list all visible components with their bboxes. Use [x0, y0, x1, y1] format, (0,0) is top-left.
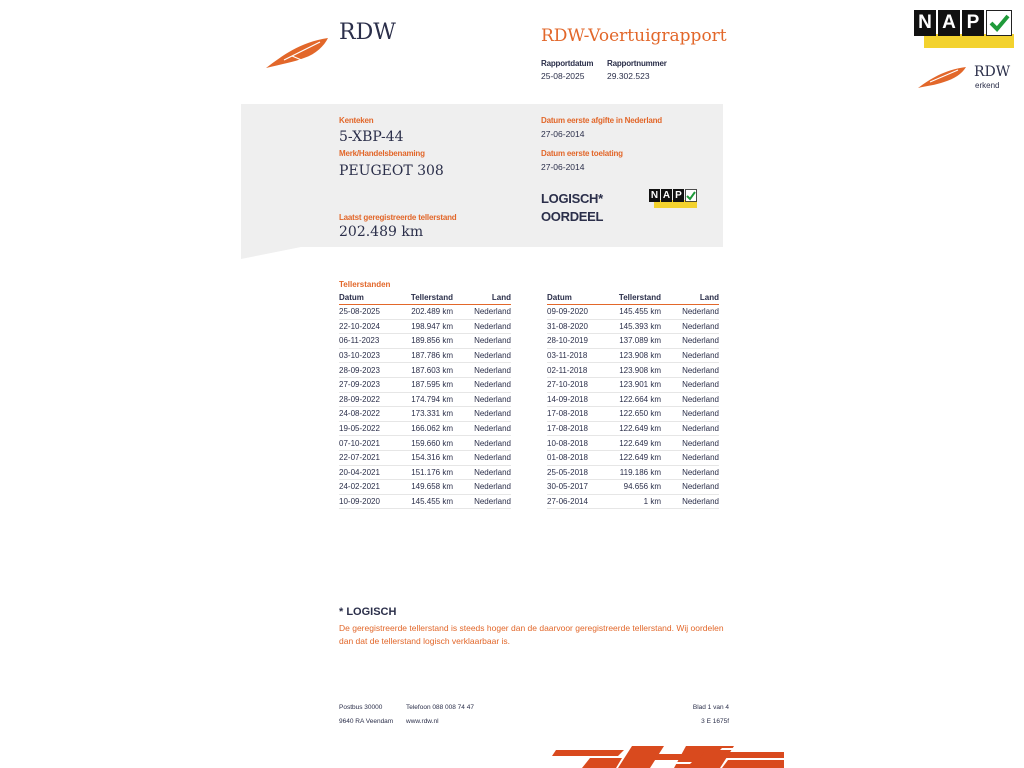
table-row	[339, 348, 511, 363]
cell-country: Nederland	[661, 377, 719, 392]
judgement	[541, 190, 603, 226]
cell-reading: 198.947 km	[403, 319, 453, 334]
table-row	[547, 407, 719, 422]
nap-letter: N	[914, 10, 936, 36]
cell-reading: 122.664 km	[611, 392, 661, 407]
table-row	[339, 407, 511, 422]
cell-reading: 122.649 km	[611, 436, 661, 451]
table-row	[547, 334, 719, 349]
cell-reading: 123.908 km	[611, 348, 661, 363]
col-header-date: Datum	[339, 292, 403, 305]
report-number: 29.302.523	[607, 71, 650, 81]
table-row	[339, 494, 511, 509]
cell-reading: 173.331 km	[403, 407, 453, 422]
cell-date: 17-08-2018	[547, 407, 611, 422]
footer-address1: Postbus 30000	[339, 704, 383, 711]
last-reading-label: Laatst geregistreerde tellerstand	[339, 213, 457, 222]
footnote-text: De geregistreerde tellerstand is steeds hoger dan de daarvoor geregistreerde tellerstand. Wij oordelen dan dat de tellerstand logisch verklaarbaar is.	[339, 623, 724, 646]
table-row	[547, 377, 719, 392]
table-row	[339, 465, 511, 480]
cell-country: Nederland	[453, 305, 511, 320]
table-row	[547, 305, 719, 320]
cell-country: Nederland	[661, 407, 719, 422]
cell-country: Nederland	[453, 334, 511, 349]
footnote-title: * LOGISCH	[339, 606, 397, 618]
cell-date: 19-05-2022	[339, 421, 403, 436]
readings-table-right	[547, 292, 719, 509]
cell-reading: 189.856 km	[403, 334, 453, 349]
cell-reading: 174.794 km	[403, 392, 453, 407]
col-header-country: Land	[661, 292, 719, 305]
cell-date: 03-11-2018	[547, 348, 611, 363]
cell-country: Nederland	[661, 421, 719, 436]
cell-date: 09-09-2020	[547, 305, 611, 320]
rdw-erkend-label: RDW	[974, 64, 1011, 80]
cell-reading: 145.393 km	[611, 319, 661, 334]
cell-date: 30-05-2017	[547, 480, 611, 495]
table-row	[547, 421, 719, 436]
cell-date: 28-09-2022	[339, 392, 403, 407]
first-admission-value: 27-06-2014	[541, 162, 585, 172]
last-reading-value: 202.489 km	[339, 224, 424, 240]
readings-table-left	[339, 292, 511, 509]
cell-country: Nederland	[661, 363, 719, 378]
cell-reading: 149.658 km	[403, 480, 453, 495]
table-row	[339, 319, 511, 334]
cell-date: 22-10-2024	[339, 319, 403, 334]
nap-letter: A	[938, 10, 960, 36]
table-header-row	[547, 292, 719, 305]
judgement-line2: OORDEEL	[541, 209, 604, 224]
col-header-date: Datum	[547, 292, 611, 305]
table-row	[547, 363, 719, 378]
cell-reading: 187.786 km	[403, 348, 453, 363]
cell-country: Nederland	[453, 450, 511, 465]
col-header-reading: Tellerstand	[403, 292, 453, 305]
table-row	[339, 392, 511, 407]
cell-date: 27-06-2014	[547, 494, 611, 509]
cell-date: 22-07-2021	[339, 450, 403, 465]
table-row	[547, 494, 719, 509]
table-row	[547, 436, 719, 451]
table-row	[339, 436, 511, 451]
cell-reading: 122.650 km	[611, 407, 661, 422]
cell-date: 25-08-2025	[339, 305, 403, 320]
cell-reading: 119.186 km	[611, 465, 661, 480]
vehicle-info-panel-tail	[241, 247, 301, 259]
cell-country: Nederland	[453, 319, 511, 334]
footer-page: Blad 1 van 4	[692, 704, 729, 711]
make-label: Merk/Handelsbenaming	[339, 149, 425, 158]
cell-country: Nederland	[453, 480, 511, 495]
report-number-label: Rapportnummer	[607, 59, 667, 68]
cell-reading: 187.595 km	[403, 377, 453, 392]
cell-reading: 94.656 km	[611, 480, 661, 495]
table-row	[339, 334, 511, 349]
report-title: RDW-Voertuigrapport	[541, 26, 727, 46]
cell-date: 14-09-2018	[547, 392, 611, 407]
cell-date: 25-05-2018	[547, 465, 611, 480]
cell-country: Nederland	[661, 334, 719, 349]
rdw-erkend-feather-icon	[916, 64, 968, 90]
nap-small-letter: P	[673, 189, 684, 202]
cell-date: 07-10-2021	[339, 436, 403, 451]
cell-country: Nederland	[453, 377, 511, 392]
first-issue-nl-label: Datum eerste afgifte in Nederland	[541, 116, 662, 125]
nap-small-letter: N	[650, 190, 659, 201]
rdw-feather-logo	[264, 34, 332, 70]
cell-date: 28-09-2023	[339, 363, 403, 378]
cell-country: Nederland	[661, 465, 719, 480]
readings-title: Tellerstanden	[339, 280, 391, 289]
cell-reading: 1 km	[611, 494, 661, 509]
cell-date: 10-08-2018	[547, 436, 611, 451]
table-row	[339, 305, 511, 320]
cell-country: Nederland	[661, 305, 719, 320]
cell-date: 03-10-2023	[339, 348, 403, 363]
cell-date: 24-08-2022	[339, 407, 403, 422]
cell-date: 28-10-2019	[547, 334, 611, 349]
cell-country: Nederland	[453, 392, 511, 407]
report-date: 25-08-2025	[541, 71, 585, 81]
footer-code: 3 E 1675f	[701, 718, 729, 725]
cell-country: Nederland	[453, 436, 511, 451]
cell-reading: 122.649 km	[611, 421, 661, 436]
cell-country: Nederland	[453, 348, 511, 363]
table-row	[547, 450, 719, 465]
cell-country: Nederland	[661, 480, 719, 495]
vehicle-info-panel	[241, 104, 723, 247]
table-row	[339, 377, 511, 392]
footer-phone: Telefoon 088 008 74 47	[406, 704, 474, 711]
cell-country: Nederland	[661, 494, 719, 509]
cell-country: Nederland	[661, 319, 719, 334]
make-value: PEUGEOT 308	[339, 163, 444, 179]
cell-country: Nederland	[661, 436, 719, 451]
cell-date: 27-10-2018	[547, 377, 611, 392]
cell-reading: 123.901 km	[611, 377, 661, 392]
first-issue-nl-value: 27-06-2014	[541, 129, 585, 139]
cell-date: 10-09-2020	[339, 494, 403, 509]
cell-country: Nederland	[453, 407, 511, 422]
nap-small-letter: A	[662, 190, 671, 201]
footer-web: www.rdw.nl	[406, 718, 439, 725]
footer-address2: 9640 RA Veendam	[339, 718, 394, 725]
cell-reading: 123.908 km	[611, 363, 661, 378]
nap-letter: P	[962, 10, 984, 36]
table-row	[547, 392, 719, 407]
cell-country: Nederland	[453, 494, 511, 509]
table-row	[547, 319, 719, 334]
table-row	[339, 363, 511, 378]
report-date-label: Rapportdatum	[541, 59, 594, 68]
cell-country: Nederland	[453, 465, 511, 480]
nap-logo	[914, 10, 1014, 48]
erkend-label: erkend	[975, 81, 1000, 90]
cell-country: Nederland	[453, 363, 511, 378]
nap-check-icon	[986, 10, 1012, 36]
nap-small-check-icon	[685, 189, 697, 202]
plate-label: Kenteken	[339, 116, 374, 125]
cell-country: Nederland	[661, 450, 719, 465]
cell-date: 01-08-2018	[547, 450, 611, 465]
cell-reading: 159.660 km	[403, 436, 453, 451]
cell-reading: 187.603 km	[403, 363, 453, 378]
cell-reading: 202.489 km	[403, 305, 453, 320]
rdw-wordmark: RDW	[339, 20, 396, 45]
cell-country: Nederland	[661, 392, 719, 407]
cell-reading: 122.649 km	[611, 450, 661, 465]
cell-country: Nederland	[661, 348, 719, 363]
nap-small-logo	[649, 189, 697, 209]
cell-date: 24-02-2021	[339, 480, 403, 495]
cell-reading: 154.316 km	[403, 450, 453, 465]
cell-reading: 145.455 km	[611, 305, 661, 320]
cell-date: 02-11-2018	[547, 363, 611, 378]
table-row	[547, 480, 719, 495]
rdw-decorative-stripes	[552, 744, 784, 768]
table-row	[339, 450, 511, 465]
col-header-reading: Tellerstand	[611, 292, 661, 305]
col-header-country: Land	[453, 292, 511, 305]
table-header-row	[339, 292, 511, 305]
cell-date: 06-11-2023	[339, 334, 403, 349]
table-row	[339, 421, 511, 436]
table-row	[547, 465, 719, 480]
cell-reading: 145.455 km	[403, 494, 453, 509]
table-row	[339, 480, 511, 495]
plate-value: 5-XBP-44	[339, 129, 404, 145]
cell-reading: 166.062 km	[403, 421, 453, 436]
cell-date: 20-04-2021	[339, 465, 403, 480]
cell-date: 27-09-2023	[339, 377, 403, 392]
judgement-line1: LOGISCH*	[541, 191, 603, 206]
table-row	[547, 348, 719, 363]
cell-reading: 151.176 km	[403, 465, 453, 480]
cell-date: 31-08-2020	[547, 319, 611, 334]
cell-country: Nederland	[453, 421, 511, 436]
cell-reading: 137.089 km	[611, 334, 661, 349]
first-admission-label: Datum eerste toelating	[541, 149, 623, 158]
cell-date: 17-08-2018	[547, 421, 611, 436]
